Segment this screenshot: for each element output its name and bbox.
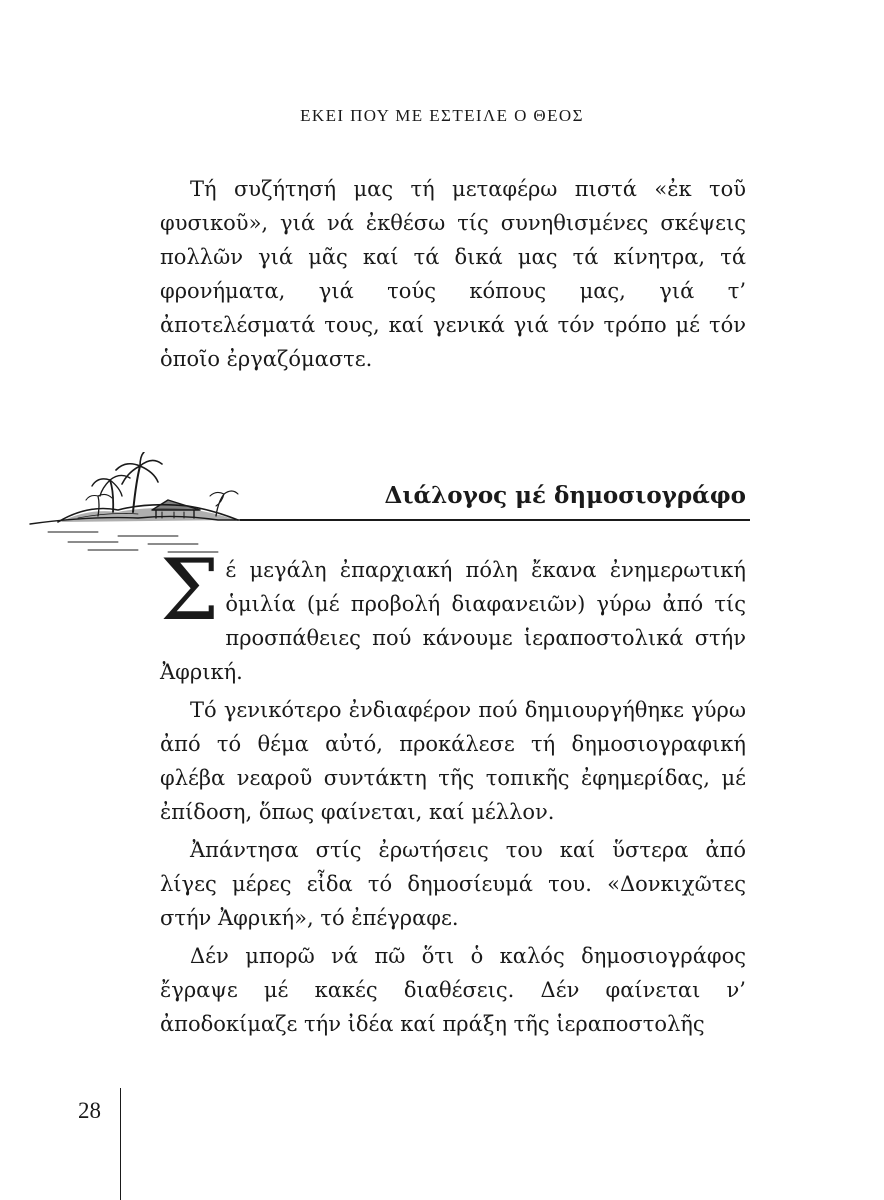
drop-cap: Σ xyxy=(160,541,220,639)
section-title: Διάλογος μέ δημοσιογράφο xyxy=(384,482,746,509)
body-paragraph-4: Δέν μπορῶ νά πῶ ὅτι ὁ καλός δημοσιογράφος ἔγραψε μέ κακές διαθέσεις. Δέν φαίνεται ν’ ἀποδοκίμαζε τήν ἰδέα καί πράξη τῆς ἱεραποστολῆς xyxy=(160,944,746,1036)
palm-island-icon xyxy=(28,452,278,562)
title-rule xyxy=(240,519,750,521)
body-paragraph-3: Ἀπάντησα στίς ἐρωτήσεις του καί ὕστερα ἀπό λίγες μέρες εἶδα τό δημοσίευμά του. «Δονκιχῶτες στήν Ἀφρική», τό ἐπέγραφε. xyxy=(160,838,746,930)
intro-section xyxy=(160,172,746,376)
margin-line xyxy=(120,1088,121,1200)
section-body xyxy=(160,541,746,1045)
body-paragraph-1-text: έ μεγάλη ἐπαρχιακή πόλη ἔκανα ἐνημερωτική ὁμιλία (μέ προβολή διαφανειῶν) γύρω ἀπό τίς προσπάθειες πού κάνουμε ἱεραποστολικά στήν Ἀφρική. xyxy=(160,558,746,684)
page-number: 28 xyxy=(78,1098,101,1123)
body-paragraph-2: Τό γενικότερο ἐνδιαφέρον πού δημιουργήθηκε γύρω ἀπό τό θέμα αὐτό, προκάλεσε τή δημοσιογραφική φλέβα νεαροῦ συντάκτη τῆς τοπικῆς ἐφημερίδας, μέ ἐπίδοση, ὅπως φαίνεται, καί μέλλον. xyxy=(160,698,746,824)
running-header: ΕΚΕΙ ΠΟΥ ΜΕ ΕΣΤΕΙΛΕ Ο ΘΕΟΣ xyxy=(300,106,584,125)
intro-paragraph: Τή συζήτησή μας τή μεταφέρω πιστά «ἐκ τοῦ φυσικοῦ», γιά νά ἐκθέσω τίς συνηθισμένες σκέψεις πολλῶν γιά μᾶς καί τά δικά μας τά κίνητρα, τά φρονήματα, γιά τούς κόπους μας, γιά τ’ ἀποτελέσματά τους, καί γενικά γιά τόν τρόπο μέ τόν ὁποῖο ἐργαζόμαστε. xyxy=(160,177,746,371)
body-paragraph-1 xyxy=(160,541,746,689)
